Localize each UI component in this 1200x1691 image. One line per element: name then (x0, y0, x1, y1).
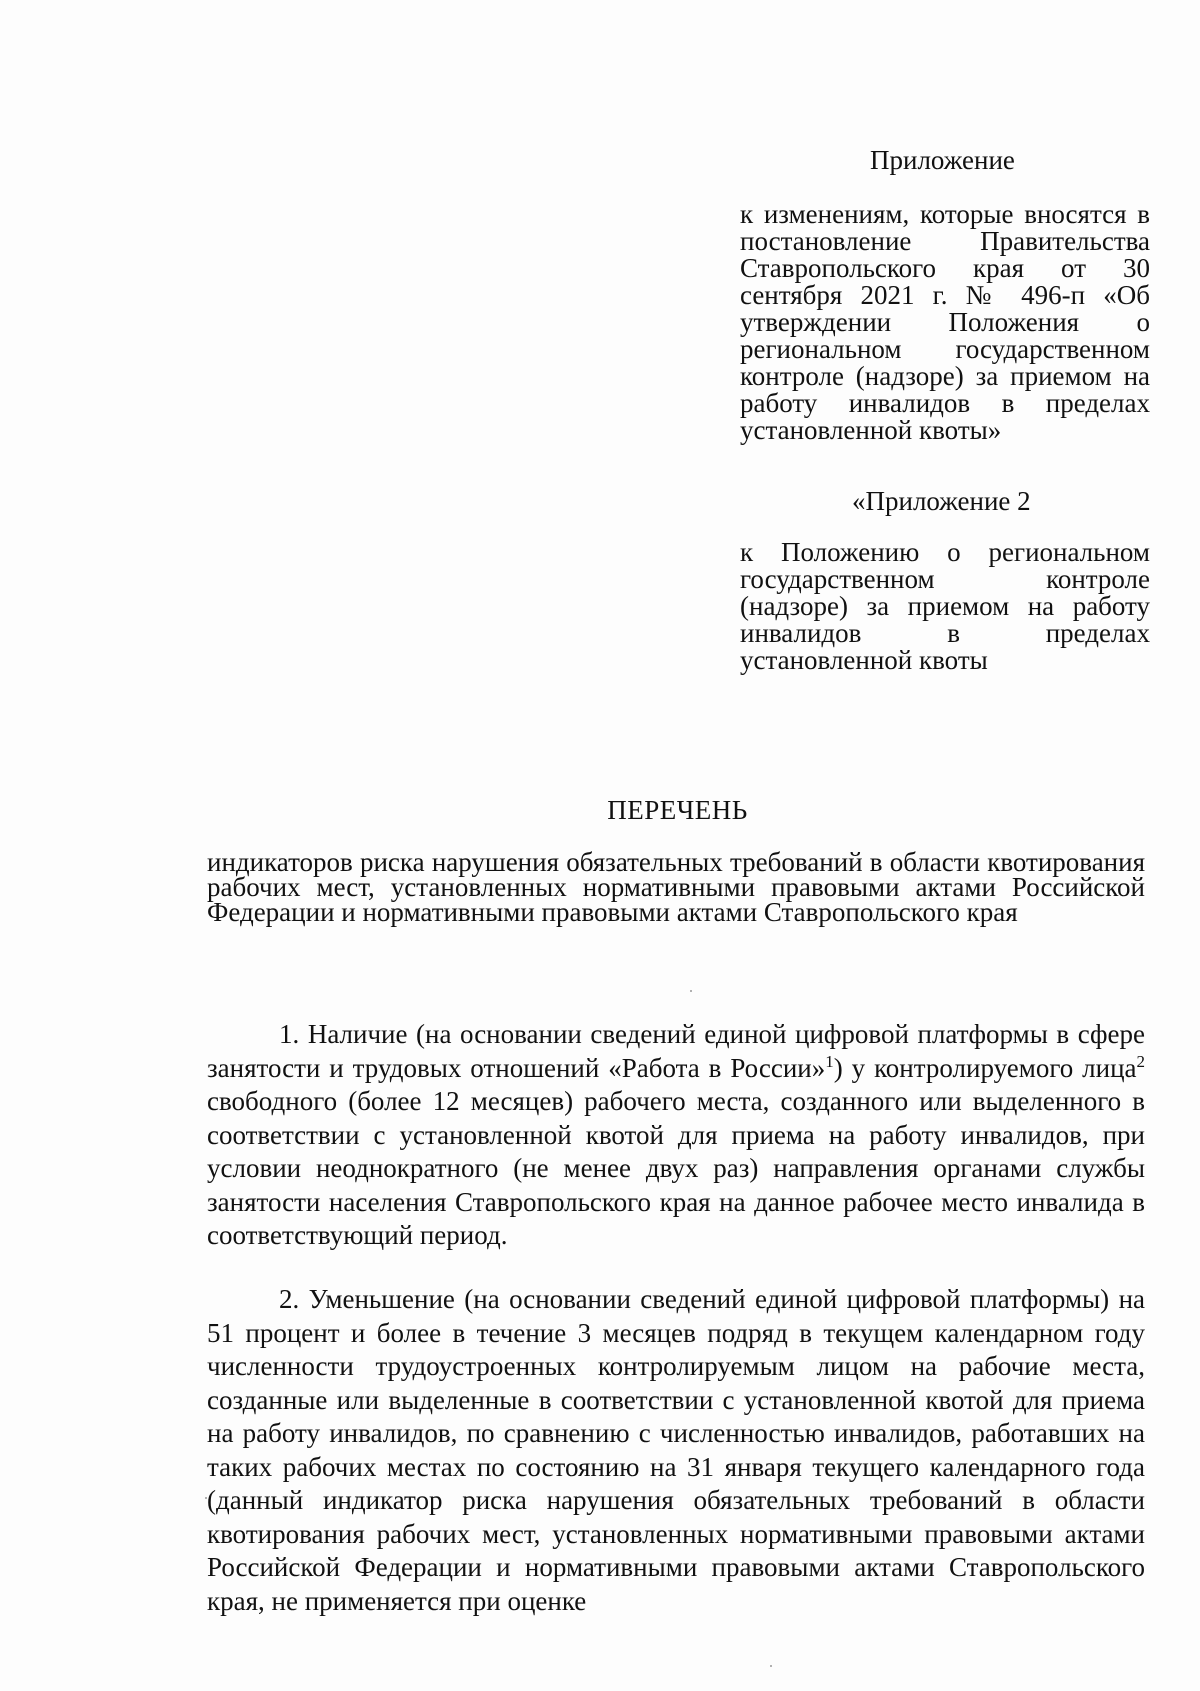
document-heading: ПЕРЕЧЕНЬ (607, 795, 748, 825)
appendix-title: Приложение (870, 145, 1015, 175)
appendix2-line: к Положению о региональном (740, 537, 1150, 567)
document-subheading: индикаторов риска нарушения обязательных требований в области квотирования рабочих мест, установленных нормативными правовыми актами Российской Федерации и нормативными правовыми актами Ставропольского края (207, 847, 1145, 927)
appendix2-line: установленной квоты (740, 645, 988, 675)
list-item (207, 1018, 1145, 1253)
item-text: 1. Наличие (на основании сведений единой цифровой платформы в сфере занятости и трудовых отношений «Работа в России» (207, 1019, 1145, 1083)
appendix-line: контроле (надзоре) за приемом (740, 361, 1112, 391)
footnote-ref: 1 (825, 1051, 834, 1071)
appendix-line: «Об утверждении Положения (740, 280, 1151, 337)
appendix-line: в постановление Правительства (740, 199, 1150, 256)
appendix-line: к изменениям, которые вносятся (740, 199, 1127, 229)
appendix-line: на работу инвалидов в пределах (740, 361, 1151, 418)
appendix2-line: государственном контроле (740, 564, 1150, 594)
scan-speck (690, 990, 692, 992)
appendix2-title: «Приложение 2 (852, 486, 1031, 516)
appendix2-line: (надзоре) за приемом на работу (740, 591, 1150, 621)
list-item: 2. Уменьшение (на основании сведений единой цифровой платформы) на 51 процент и более в течение 3 месяцев подряд в текущем календарном году численности трудоустроенных контролируемым лицом на рабочие места, созданные или выделенные в соответствии с установленной квотой для приема на работу инвалидов, по сравнению с численностью инвалидов, работавших на таких рабочих местах по состоянию на 31 января текущего календарного года (данный индикатор риска нарушения обязательных требований в области квотирования рабочих мест, установленных нормативными правовыми актами Российской Федерации и нормативными правовыми актами Ставропольского края, не применяется при оценке (207, 1284, 1145, 1616)
appendix-reference (740, 201, 1150, 444)
appendix-line: от 30 сентября 2021 г. № 496-п (740, 253, 1150, 310)
appendix-line: о региональном государственном (740, 307, 1150, 364)
item-text: свободного (более 12 месяцев) рабочего места, созданного или выделенного в соответствии с установленной квотой для приема на работу инвалидов, при условии неоднократного (не менее двух раз) направления органами службы занятости населения Ставропольского края на данное рабочее место инвалида в соответствующий период. (207, 1086, 1145, 1250)
appendix-line: Ставропольского края (740, 253, 1025, 283)
appendix-line: установленной квоты» (740, 415, 1002, 445)
footnote-ref: 2 (1136, 1051, 1145, 1071)
appendix2-reference (740, 539, 1150, 674)
scan-speck (205, 1497, 207, 1499)
item-text: ) у контролируемого лица (833, 1052, 1137, 1083)
scan-speck (770, 1665, 772, 1667)
appendix2-line: инвалидов в пределах (740, 618, 1150, 648)
